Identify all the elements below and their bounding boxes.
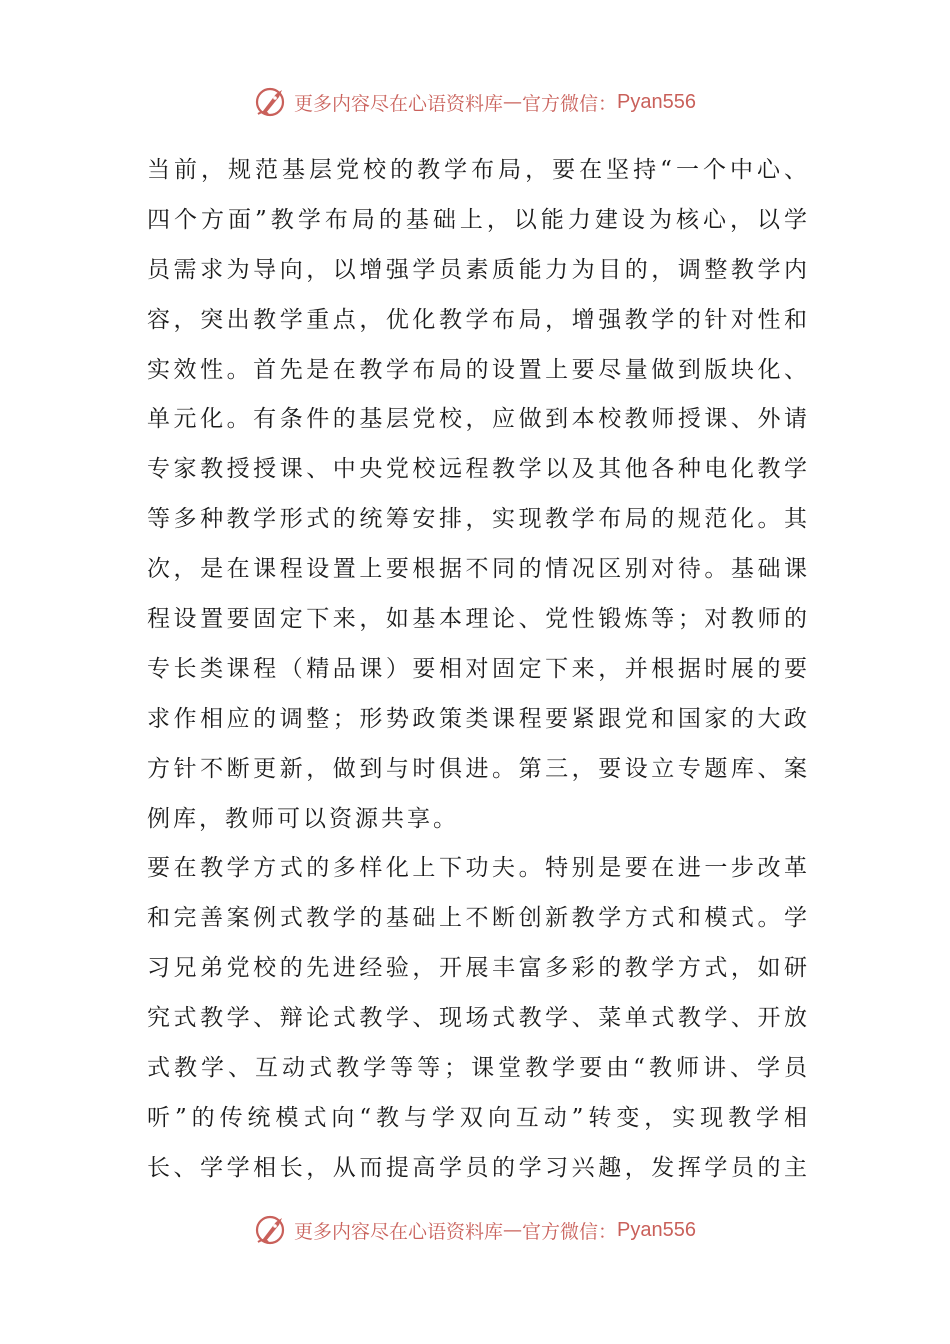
watermark-main-text: 更多内容尽在心语资料库	[294, 1220, 504, 1243]
text-line: 实效性。首先是在教学布局的设置上要尽量做到版块化、	[147, 356, 807, 383]
text-line: 长、学学相长，从而提高学员的学习兴趣，发挥学员的主	[147, 1154, 807, 1181]
text-line: 当前，规范基层党校的教学布局，要在坚持“一个中心、	[147, 157, 807, 183]
watermark-id: Pyan556	[617, 1218, 696, 1241]
text-line: 和完善案例式教学的基础上不断创新教学方式和模式。学	[147, 905, 807, 932]
text-line: 习兄弟党校的先进经验，开展丰富多彩的教学方式，如研	[147, 955, 807, 982]
text-line: 员需求为导向，以增强学员素质能力为目的，调整教学内	[147, 256, 807, 283]
text-line: 究式教学、辩论式教学、现场式教学、菜单式教学、开放	[147, 1005, 807, 1032]
text-line: 单元化。有条件的基层党校，应做到本校教师授课、外请	[147, 406, 807, 433]
text-line: 容，突出教学重点，优化教学布局，增强教学的针对性和	[147, 306, 807, 333]
header-watermark	[0, 80, 950, 124]
watermark-sub-text: 官方微信：	[522, 1220, 618, 1243]
text-line: 例库，教师可以资源共享。	[147, 805, 459, 832]
watermark-sub-text: 官方微信：	[522, 92, 618, 115]
text-line: 求作相应的调整；形势政策类课程要紧跟党和国家的大政	[147, 705, 807, 732]
paragraph-2	[147, 844, 807, 1193]
watermark-main-text: 更多内容尽在心语资料库	[294, 92, 504, 115]
text-line: 方针不断更新，做到与时俱进。第三，要设立专题库、案	[147, 755, 807, 782]
watermark-separator: —	[503, 91, 523, 113]
watermark-id: Pyan556	[617, 90, 696, 113]
pen-nib-logo-icon	[254, 84, 290, 120]
text-line: 专家教授授课、中央党校远程教学以及其他各种电化教学	[147, 456, 807, 483]
watermark-separator: —	[503, 1219, 523, 1241]
pen-nib-logo-icon	[254, 1212, 290, 1248]
text-line: 四个方面”教学布局的基础上，以能力建设为核心，以学	[147, 206, 807, 233]
text-line: 程设置要固定下来，如基本理论、党性锻炼等；对教师的	[147, 606, 807, 633]
text-line: 次，是在课程设置上要根据不同的情况区别对待。基础课	[147, 556, 807, 583]
footer-watermark	[0, 1208, 950, 1252]
document-body	[147, 146, 807, 1194]
text-line: 要在教学方式的多样化上下功夫。特别是要在进一步改革	[147, 855, 807, 882]
text-line: 等多种教学形式的统筹安排，实现教学布局的规范化。其	[147, 506, 807, 533]
text-line: 式教学、互动式教学等等；课堂教学要由“教师讲、学员	[147, 1055, 807, 1082]
text-line: 听”的传统模式向“教与学双向互动”转变，实现教学相	[147, 1104, 807, 1131]
text-line: 专长类课程（精品课）要相对固定下来，并根据时展的要	[147, 655, 807, 682]
paragraph-1	[147, 146, 807, 844]
